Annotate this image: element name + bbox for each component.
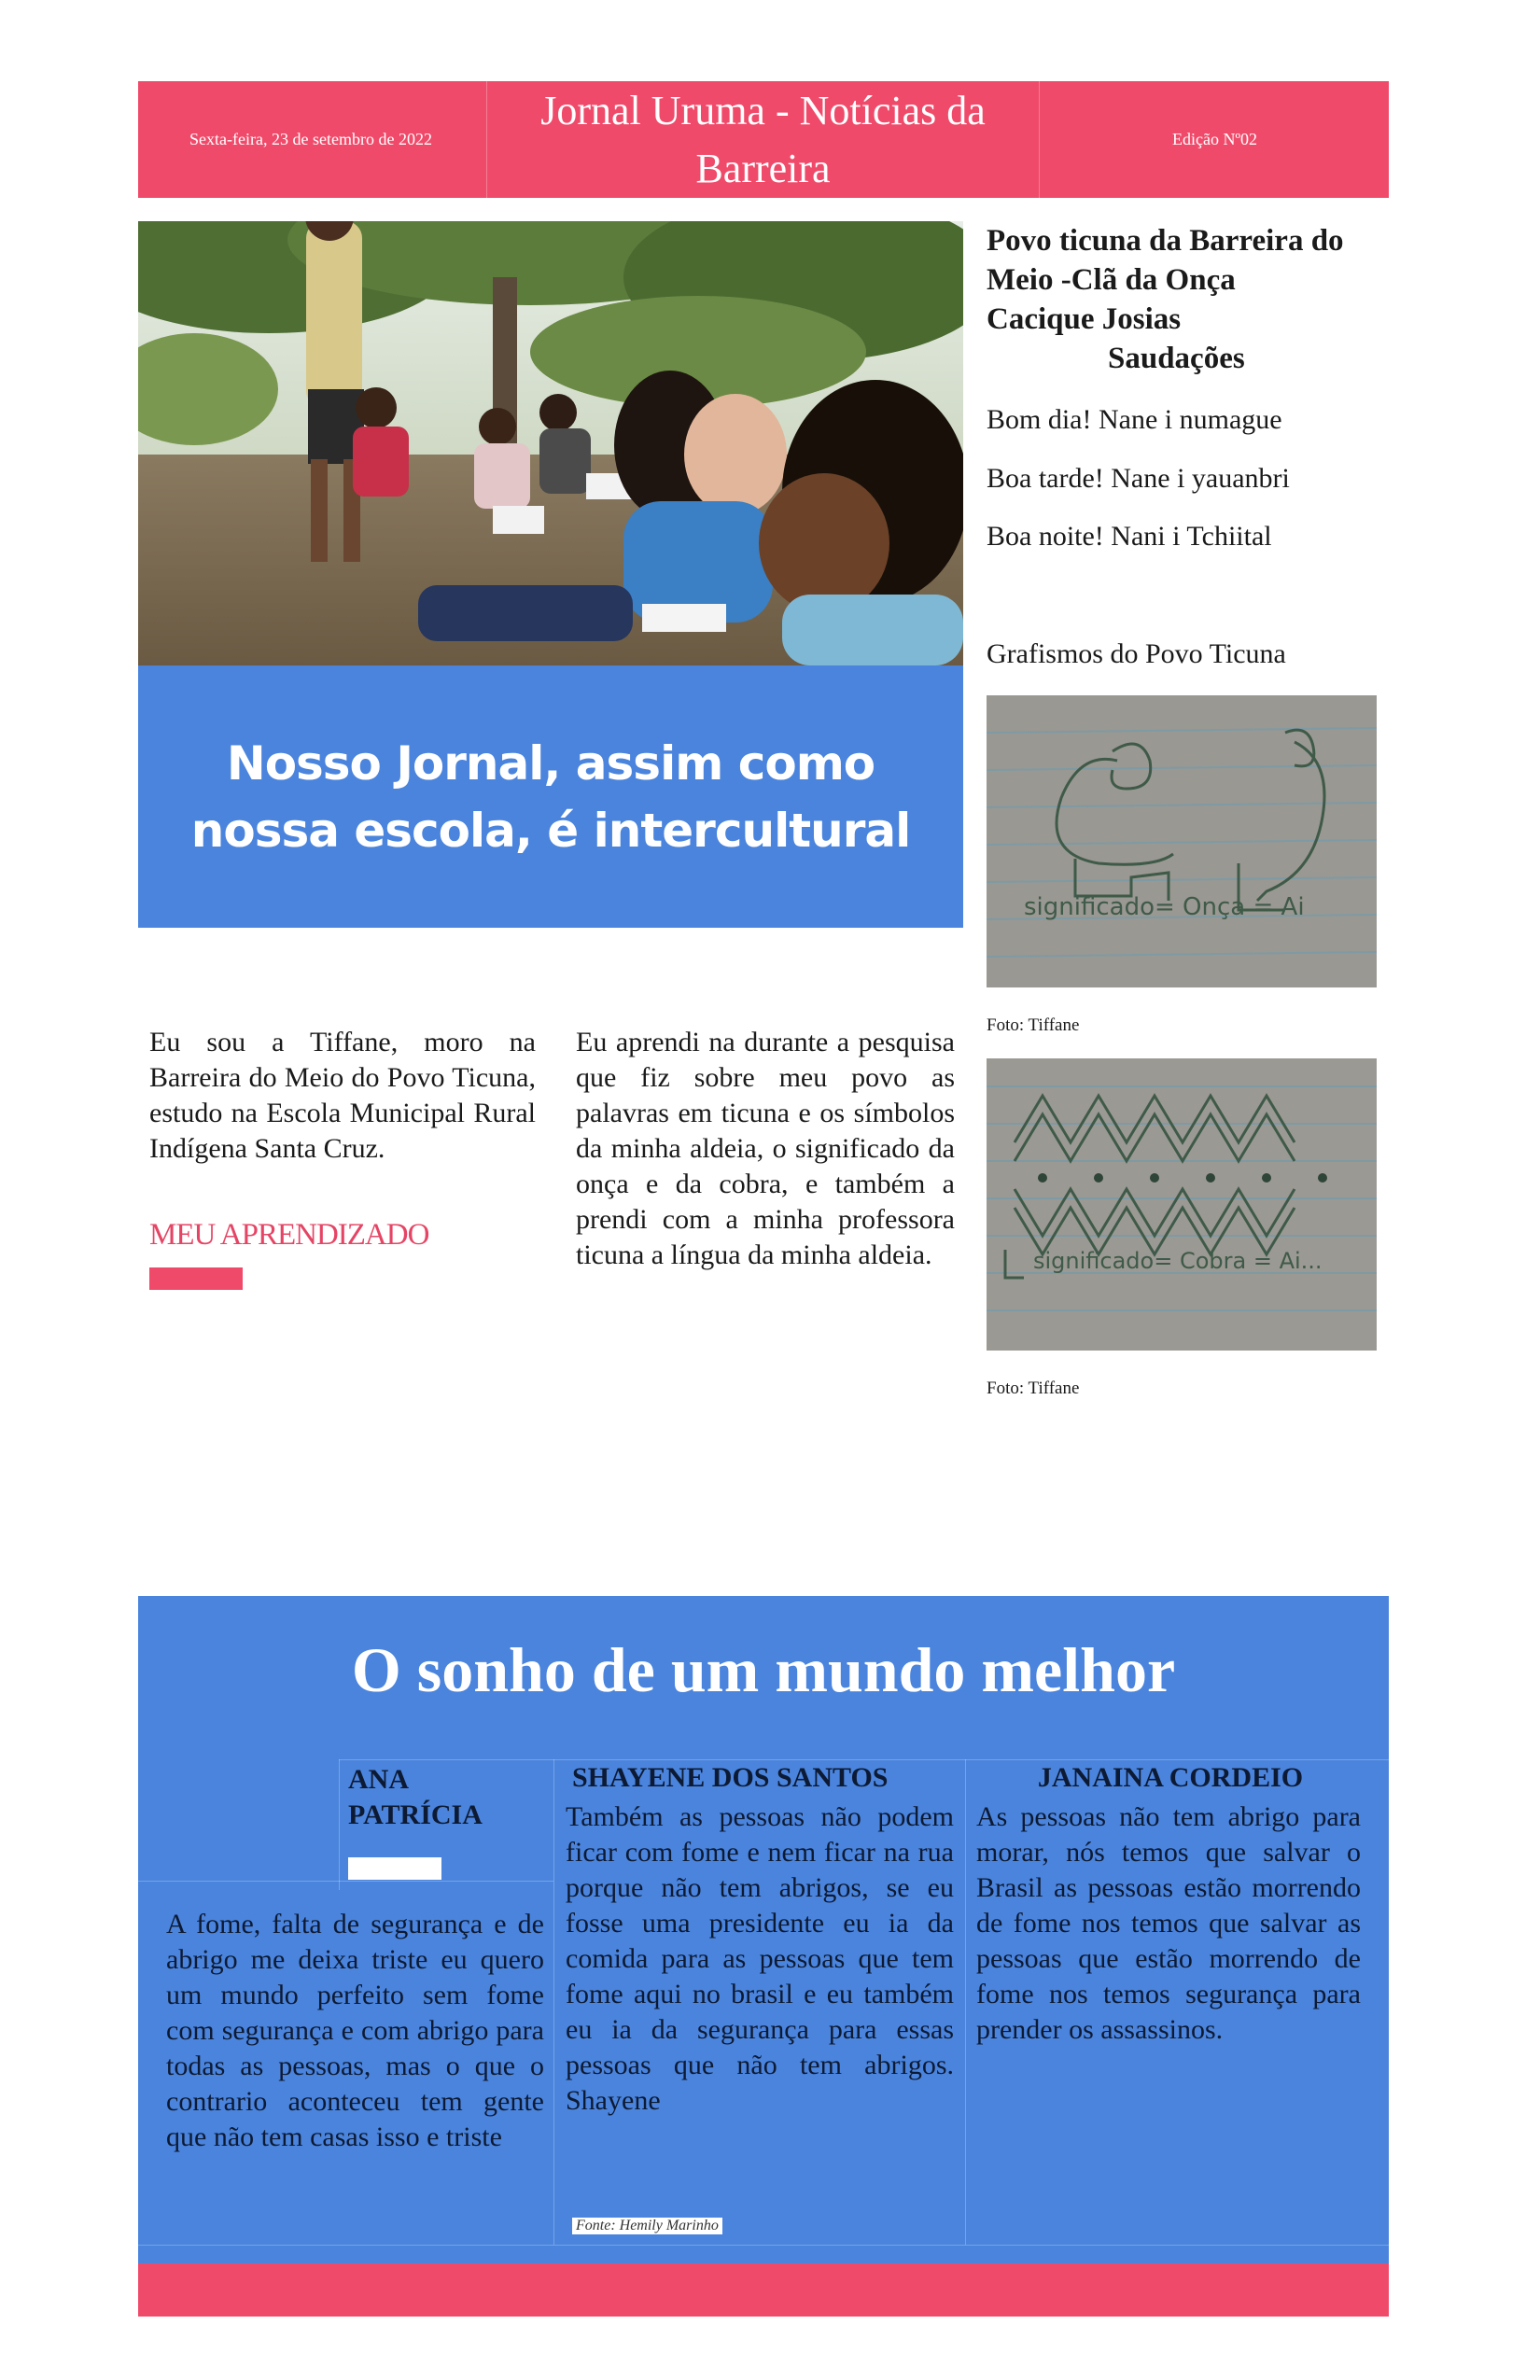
sidebar-title-line: Cacique Josias (987, 302, 1182, 336)
article-intro: Eu sou a Tiffane, moro na Barreira do Meio do Povo Ticuna, estudo na Escola Municipal Rural Indígena Santa Cruz. (149, 1027, 536, 1164)
author-ana (348, 1762, 483, 1833)
author-janaina: JANAINA CORDEIO (1037, 1762, 1304, 1793)
accent-bar (149, 1267, 243, 1290)
dream-section (138, 1596, 1389, 2263)
author-name-line: PATRÍCIA (348, 1799, 483, 1830)
photo-source: Fonte: Hemily Marinho (572, 2218, 722, 2234)
sketch-label: significado= Onça = Ai (1024, 893, 1305, 921)
edition-number: Edição Nº02 (1171, 130, 1258, 148)
issue-date: Sexta-feira, 23 de setembro de 2022 (189, 130, 432, 148)
greeting-morning: Bom dia! Nane i numague (987, 404, 1282, 435)
footer-bar (138, 2263, 1389, 2317)
dream-title: O sonho de um mundo melhor (351, 1634, 1176, 1705)
grafismo-cobra-illustration (987, 1058, 1377, 1351)
greeting-night: Boa noite! Nani i Tchiital (987, 521, 1272, 552)
sidebar-title (987, 221, 1388, 378)
newspaper-title: Jornal Uruma - Notícias da Barreira (486, 81, 1040, 198)
text-janaina: As pessoas não tem abrigo para morar, nós temos que salvar o Brasil as pessoas estão morrendo de fome nos temos que salvar as pessoas que estão morrendo de fome nos temos segurança para prender os assassinos. (976, 1801, 1361, 2045)
grafismo-cobra-photo (987, 1058, 1377, 1351)
sidebar-title-line: Povo ticuna da Barreira do (987, 224, 1344, 258)
grafismo-onca-illustration (987, 695, 1377, 987)
grafismos-title: Grafismos do Povo Ticuna (987, 638, 1286, 669)
text-shayene: Também as pessoas não podem ficar com fome e nem ficar na rua porque não tem abrigos, se eu fosse uma presidente eu ia da comida para as pessoas que tem fome aqui no brasil e eu também eu ia da segurança para essas pessoas que não tem abrigos. Shayene (566, 1801, 954, 2116)
greeting-afternoon: Boa tarde! Nane i yauanbri (987, 463, 1290, 494)
headline-box (138, 665, 963, 928)
section-label: MEU APRENDIZADO (149, 1218, 429, 1252)
author-name-line: ANA (348, 1764, 409, 1795)
text-ana: A fome, falta de segurança e de abrigo me deixa triste eu quero um mundo perfeito sem fome com segurança e com abrigo para todas as pessoas, mas o que o contrario aconteceu tem gente que não tem casas isso e triste (166, 1909, 544, 2152)
sidebar-subtitle: Saudações (1108, 342, 1245, 375)
hero-photo (138, 221, 963, 665)
grafismo-onca-photo (987, 695, 1377, 987)
photo-caption: Foto: Tiffane (987, 1379, 1080, 1398)
sidebar-title-line: Meio -Clã da Onça (987, 263, 1236, 297)
accent-bar (348, 1857, 441, 1880)
headline: Nosso Jornal, assim como nossa escola, é intercultural (190, 735, 911, 858)
author-shayene: SHAYENE DOS SANTOS (572, 1762, 889, 1793)
photo-caption: Foto: Tiffane (987, 1015, 1080, 1035)
hero-photo-illustration (138, 221, 963, 665)
masthead (138, 81, 1389, 198)
article-learning: Eu aprendi na durante a pesquisa que fiz sobre meu povo as palavras em ticuna e os símbolos da minha aldeia, o significado da onça e da cobra, e também a prendi com a minha professora ticuna a língua da minha aldeia. (576, 1027, 955, 1270)
sketch-label: significado= Cobra = Ai... (1033, 1248, 1323, 1274)
